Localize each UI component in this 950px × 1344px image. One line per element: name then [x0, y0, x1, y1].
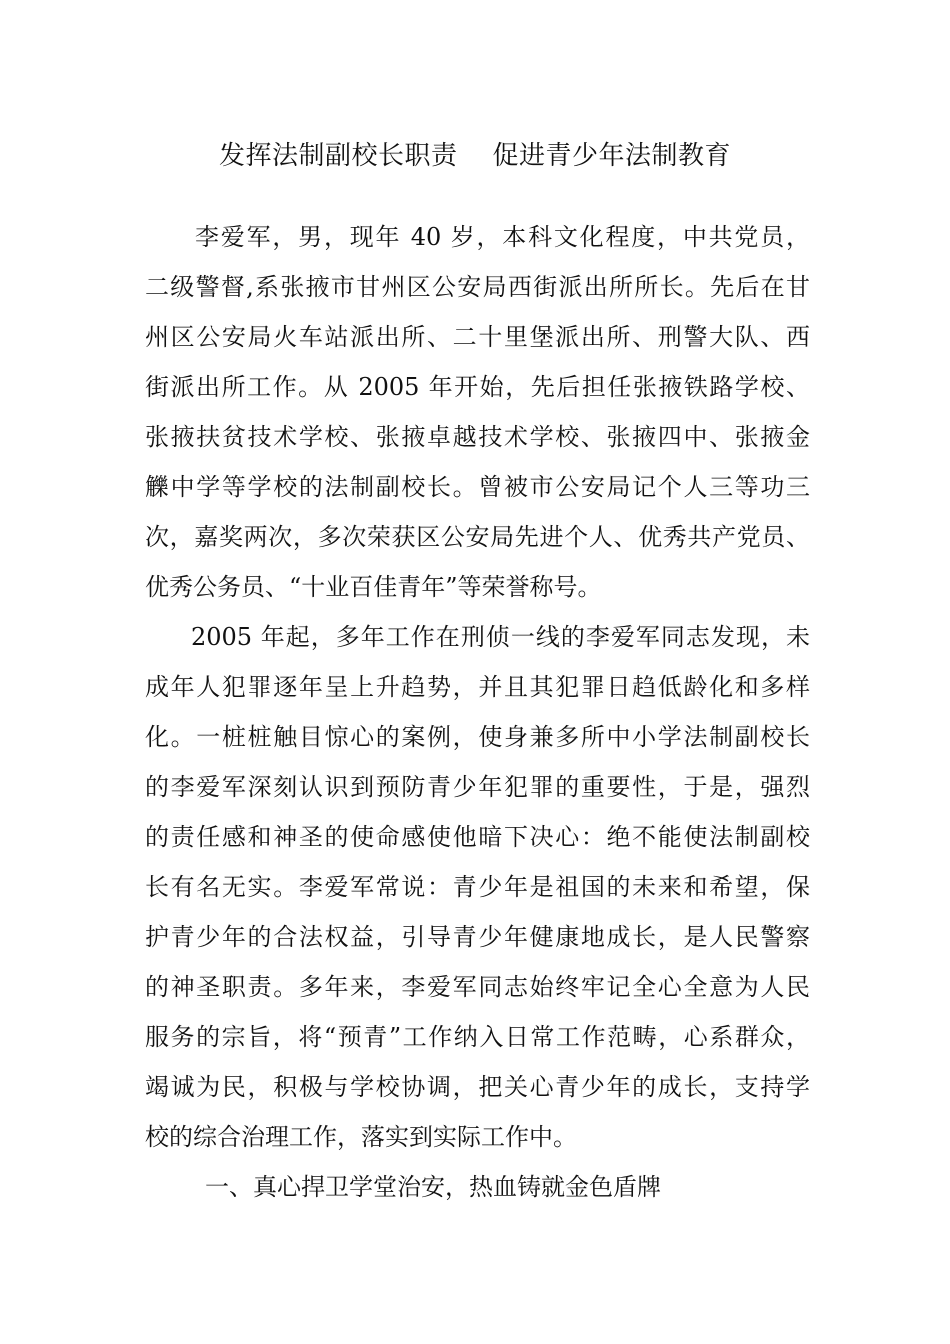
paragraph-line: 觻中学等学校的法制副校长。曾被市公安局记个人三等功三: [145, 473, 810, 501]
paragraph-line: 成年人犯罪逐年呈上升趋势，并且其犯罪日趋低龄化和多样: [145, 673, 810, 701]
paragraph-line: 的责任感和神圣的使命感使他暗下决心：绝不能使法制副校: [145, 823, 810, 851]
paragraph-line: 的李爱军深刻认识到预防青少年犯罪的重要性，于是，强烈: [145, 773, 810, 801]
paragraph-line: 护青少年的合法权益，引导青少年健康地成长，是人民警察: [145, 923, 810, 951]
paragraph-line: 校的综合治理工作，落实到实际工作中。: [145, 1123, 577, 1151]
paragraph-1: [145, 212, 810, 612]
paragraph-line: 竭诚为民，积极与学校协调，把关心青少年的成长，支持学: [145, 1073, 810, 1101]
paragraph-line: 化。一桩桩触目惊心的案例，使身兼多所中小学法制副校长: [145, 723, 810, 751]
document-body: [145, 212, 810, 1212]
paragraph-line: 州区公安局火车站派出所、二十里堡派出所、刑警大队、西: [145, 323, 810, 351]
paragraph-line: 的神圣职责。多年来，李爱军同志始终牢记全心全意为人民: [145, 973, 810, 1001]
paragraph-line: 服务的宗旨，将“预青”工作纳入日常工作范畴，心系群众，: [145, 1023, 810, 1051]
paragraph-line: 街派出所工作。从 2005 年开始，先后担任张掖铁路学校、: [145, 373, 810, 401]
paragraph-line: 优秀公务员、“十业百佳青年”等荣誉称号。: [145, 573, 602, 601]
paragraph-line: 长有名无实。李爱军常说：青少年是祖国的未来和希望，保: [145, 873, 810, 901]
paragraph-line: 二级警督,系张掖市甘州区公安局西街派出所所长。先后在甘: [145, 273, 810, 301]
paragraph-line: 次，嘉奖两次，多次荣获区公安局先进个人、优秀共产党员、: [145, 523, 810, 551]
paragraph-2: [145, 612, 810, 1162]
paragraph-line: 张掖扶贫技术学校、张掖卓越技术学校、张掖四中、张掖金: [145, 423, 810, 451]
section-heading: 一、真心捍卫学堂治安，热血铸就金色盾牌: [205, 1173, 661, 1201]
document-title: 发挥法制副校长职责 促进青少年法制教育: [218, 141, 732, 171]
paragraph-line: 2005 年起，多年工作在刑侦一线的李爱军同志发现，未: [191, 623, 810, 651]
paragraph-line: 李爱军，男，现年 40 岁，本科文化程度，中共党员，: [195, 223, 810, 251]
